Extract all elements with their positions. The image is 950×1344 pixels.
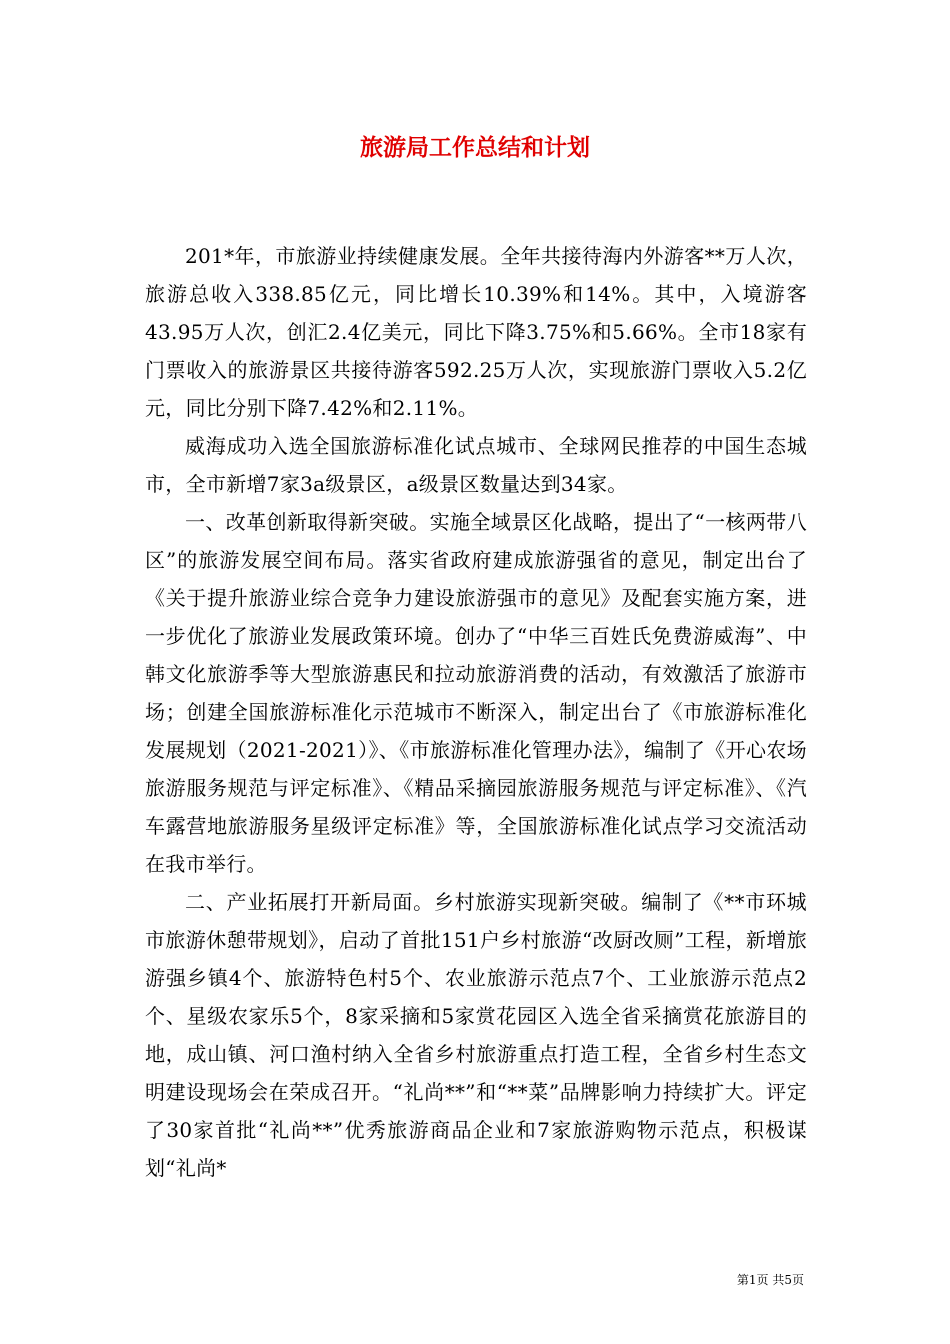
- footer-current-page: 1: [748, 1273, 757, 1287]
- footer-middle: 页 共: [756, 1273, 785, 1287]
- paragraph-industry: 二、产业拓展打开新局面。乡村旅游实现新突破。编制了《**市环城市旅游休憩带规划》，启动了首批151户乡村旅游“改厨改厕”工程，新增旅游强乡镇4个、旅游特色村5个、农业旅游示范点7个、工业旅游示范点2个、星级农家乐5个，8家采摘和5家赏花园区入选全省采摘赏花旅游目的地，成山镇、河口渔村纳入全省乡村旅游重点打造工程，全省乡村生态文明建设现场会在荣成召开。“礼尚**”和“**菜”品牌影响力持续扩大。评定了30家首批“礼尚**”优秀旅游商品企业和7家旅游购物示范点，积极谋划“礼尚*: [145, 890, 807, 1180]
- paragraph-reform: 一、改革创新取得新突破。实施全域景区化战略，提出了“一核两带八区”的旅游发展空间布局。落实省政府建成旅游强省的意见，制定出台了《关于提升旅游业综合竞争力建设旅游强市的意见》及配套实施方案，进一步优化了旅游业发展政策环境。创办了“中华三百姓氏免费游威海”、中韩文化旅游季等大型旅游惠民和拉动旅游消费的活动，有效激活了旅游市场；创建全国旅游标准化示范城市不断深入，制定出台了《市旅游标准化发展规划（2021-2021）》、《市旅游标准化管理办法》，编制了《开心农场旅游服务规范与评定标准》、《精品采摘园旅游服务规范与评定标准》、《汽车露营地旅游服务星级评定标准》等，全国旅游标准化试点学习交流活动在我市举行。: [145, 510, 807, 876]
- page-footer: [737, 1272, 804, 1288]
- footer-total-pages: 5: [784, 1273, 792, 1287]
- paragraph-achievements: 威海成功入选全国旅游标准化试点城市、全球网民推荐的中国生态城市，全市新增7家3a级景区，a级景区数量达到34家。: [145, 434, 807, 496]
- footer-suffix: 页: [791, 1273, 804, 1287]
- paragraph-summary: 201*年，市旅游业持续健康发展。全年共接待海内外游客**万人次，旅游总收入338.85亿元，同比增长10.39%和14%。其中，入境游客43.95万人次，创汇2.4亿美元，同比下降3.75%和5.66%。全市18家有门票收入的旅游景区共接待游客592.25万人次，实现旅游门票收入5.2亿元，同比分别下降7.42%和2.11%。: [145, 244, 807, 420]
- footer-prefix: 第: [736, 1273, 749, 1287]
- document-title: 旅游局工作总结和计划: [360, 134, 590, 161]
- document-body: [145, 237, 807, 1187]
